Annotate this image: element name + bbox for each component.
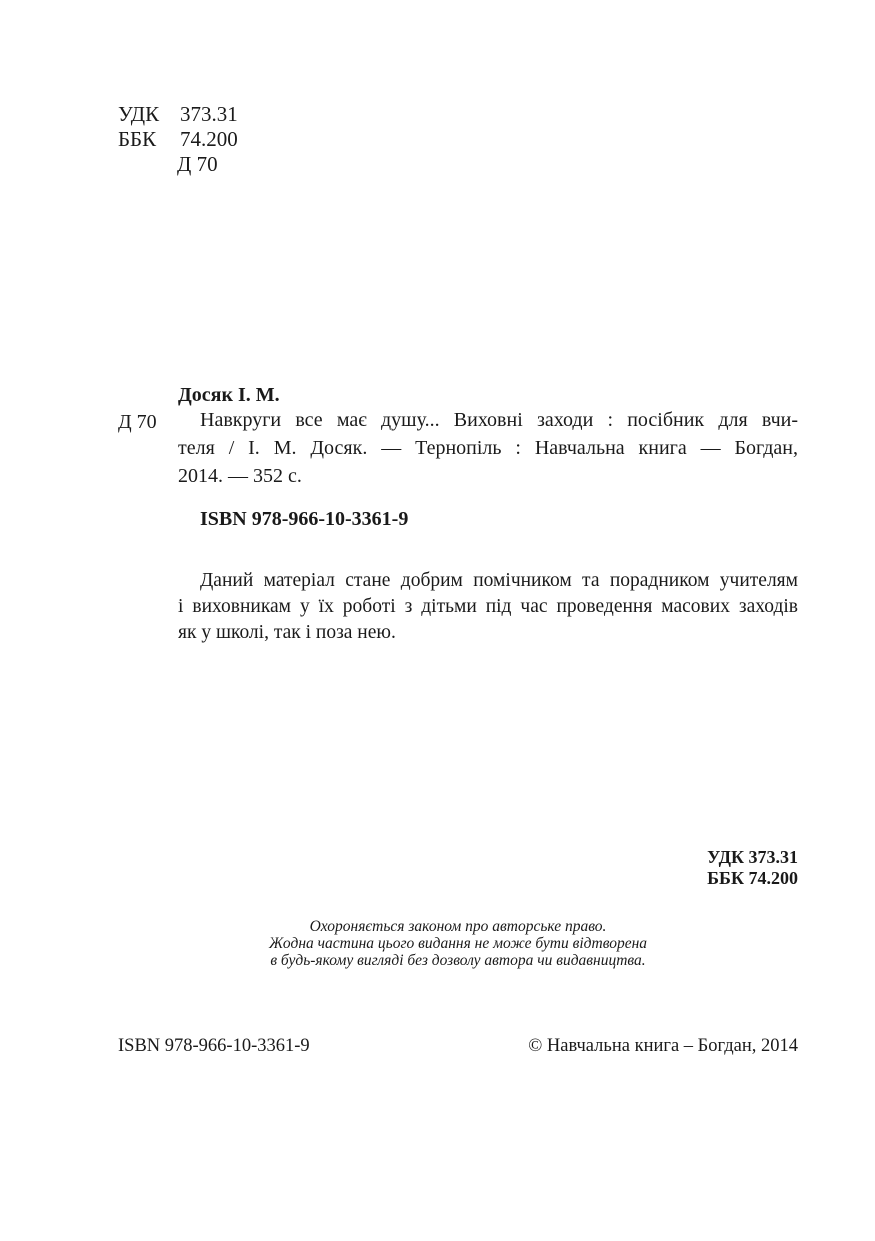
copyright-notice (158, 918, 758, 969)
isbn-main: ISBN 978-966-10-3361-9 (200, 508, 409, 530)
entry-line-1: Навкруги все має душу... Виховні заходи : посібник для вчи- (200, 409, 798, 431)
bbk-value: 74.200 (180, 127, 238, 151)
udk-value: 373.31 (180, 102, 238, 126)
right-codes (707, 847, 798, 889)
udk-row (118, 102, 238, 127)
annotation (178, 568, 798, 646)
catalog-entry-text (178, 406, 798, 490)
annotation-line-3: як у школі, так і поза нею. (178, 622, 396, 643)
notice-line-3: в будь-якому вигляді без дозволу автора чи видавництва. (270, 952, 646, 969)
bbk-row (118, 127, 238, 152)
right-udk: УДК 373.31 (707, 847, 798, 867)
author-mark: Д 70 (177, 152, 218, 176)
notice-line-2: Жодна частина цього видання не може бути відтворена (268, 935, 648, 952)
bbk-label: ББК (118, 127, 157, 151)
footer-copyright: © Навчальна книга – Богдан, 2014 (528, 1036, 798, 1056)
annotation-line-2: і виховникам у їх роботі з дітьми під час проведення масових заходів (178, 596, 798, 617)
footer-isbn: ISBN 978-966-10-3361-9 (118, 1036, 310, 1056)
annotation-line-1: Даний матеріал стане добрим помічником та порадником учителям (200, 570, 798, 591)
entry-line-2: теля / І. М. Досяк. — Тернопіль : Навчальна книга — Богдан, (178, 437, 798, 459)
author-name: Досяк І. М. (178, 384, 280, 406)
right-bbk: ББК 74.200 (707, 868, 798, 888)
notice-line-1: Охороняється законом про авторське право. (309, 918, 607, 935)
udk-label: УДК (118, 102, 160, 126)
entry-mark: Д 70 (118, 411, 157, 433)
header-codes (118, 102, 238, 177)
entry-line-3: 2014. — 352 с. (178, 465, 302, 487)
author-mark-row (118, 152, 238, 177)
